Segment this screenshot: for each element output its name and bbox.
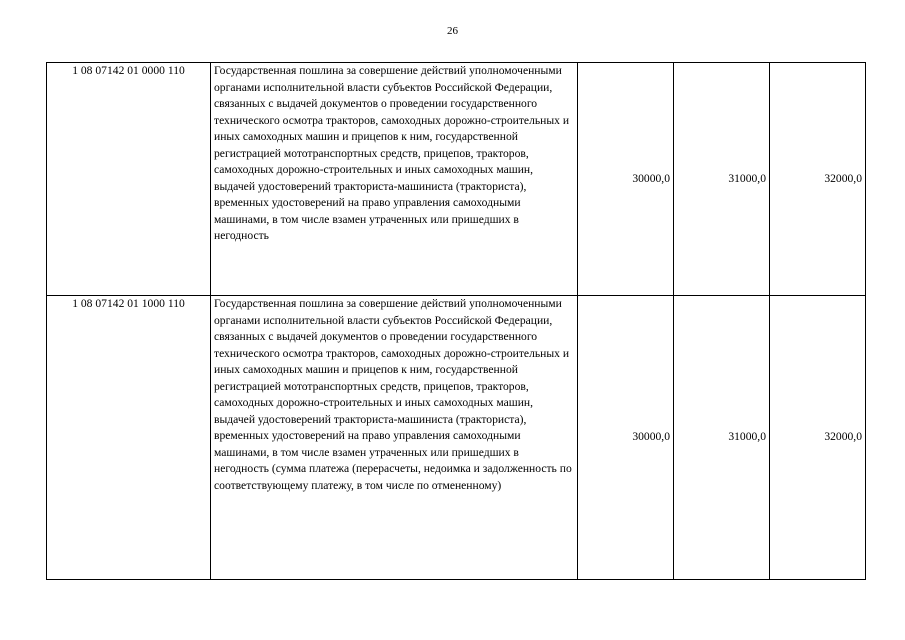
budget-classification-code: 1 08 07142 01 1000 110: [47, 296, 211, 580]
revenue-table: [46, 62, 866, 580]
amount-year-3: 32000,0: [770, 63, 866, 296]
amount-year-1: 30000,0: [578, 296, 674, 580]
budget-classification-code: 1 08 07142 01 0000 110: [47, 63, 211, 296]
amount-year-2: 31000,0: [674, 296, 770, 580]
page-number: 26: [447, 25, 458, 37]
amount-year-3: 32000,0: [770, 296, 866, 580]
table-row: [47, 296, 866, 580]
amount-year-2: 31000,0: [674, 63, 770, 296]
revenue-description: Государственная пошлина за совершение действий уполномоченными органами исполнительной власти субъектов Российской Федерации, связанных с выдачей документов о проведении государственного технического осмотра тракторов, самоходных дорожно-строительных и иных самоходных машин и прицепов к ним, государственной регистрацией мототранспортных средств, прицепов, тракторов, самоходных дорожно-строительных и иных самоходных машин, выдачей удостоверений тракториста-машиниста (тракториста), временных удостоверений на право управления самоходными машинами, в том числе взамен утраченных или пришедших в негодность: [211, 63, 578, 296]
revenue-description: Государственная пошлина за совершение действий уполномоченными органами исполнительной власти субъектов Российской Федерации, связанных с выдачей документов о проведении государственного технического осмотра тракторов, самоходных дорожно-строительных и иных самоходных машин и прицепов к ним, государственной регистрацией мототранспортных средств, прицепов, тракторов, самоходных дорожно-строительных и иных самоходных машин, выдачей удостоверений тракториста-машиниста (тракториста), временных удостоверений на право управления самоходными машинами, в том числе взамен утраченных или пришедших в негодность (сумма платежа (перерасчеты, недоимка и задолженность по соответствующему платежу, в том числе по отмененному): [211, 296, 578, 580]
table-row: [47, 63, 866, 296]
amount-year-1: 30000,0: [578, 63, 674, 296]
